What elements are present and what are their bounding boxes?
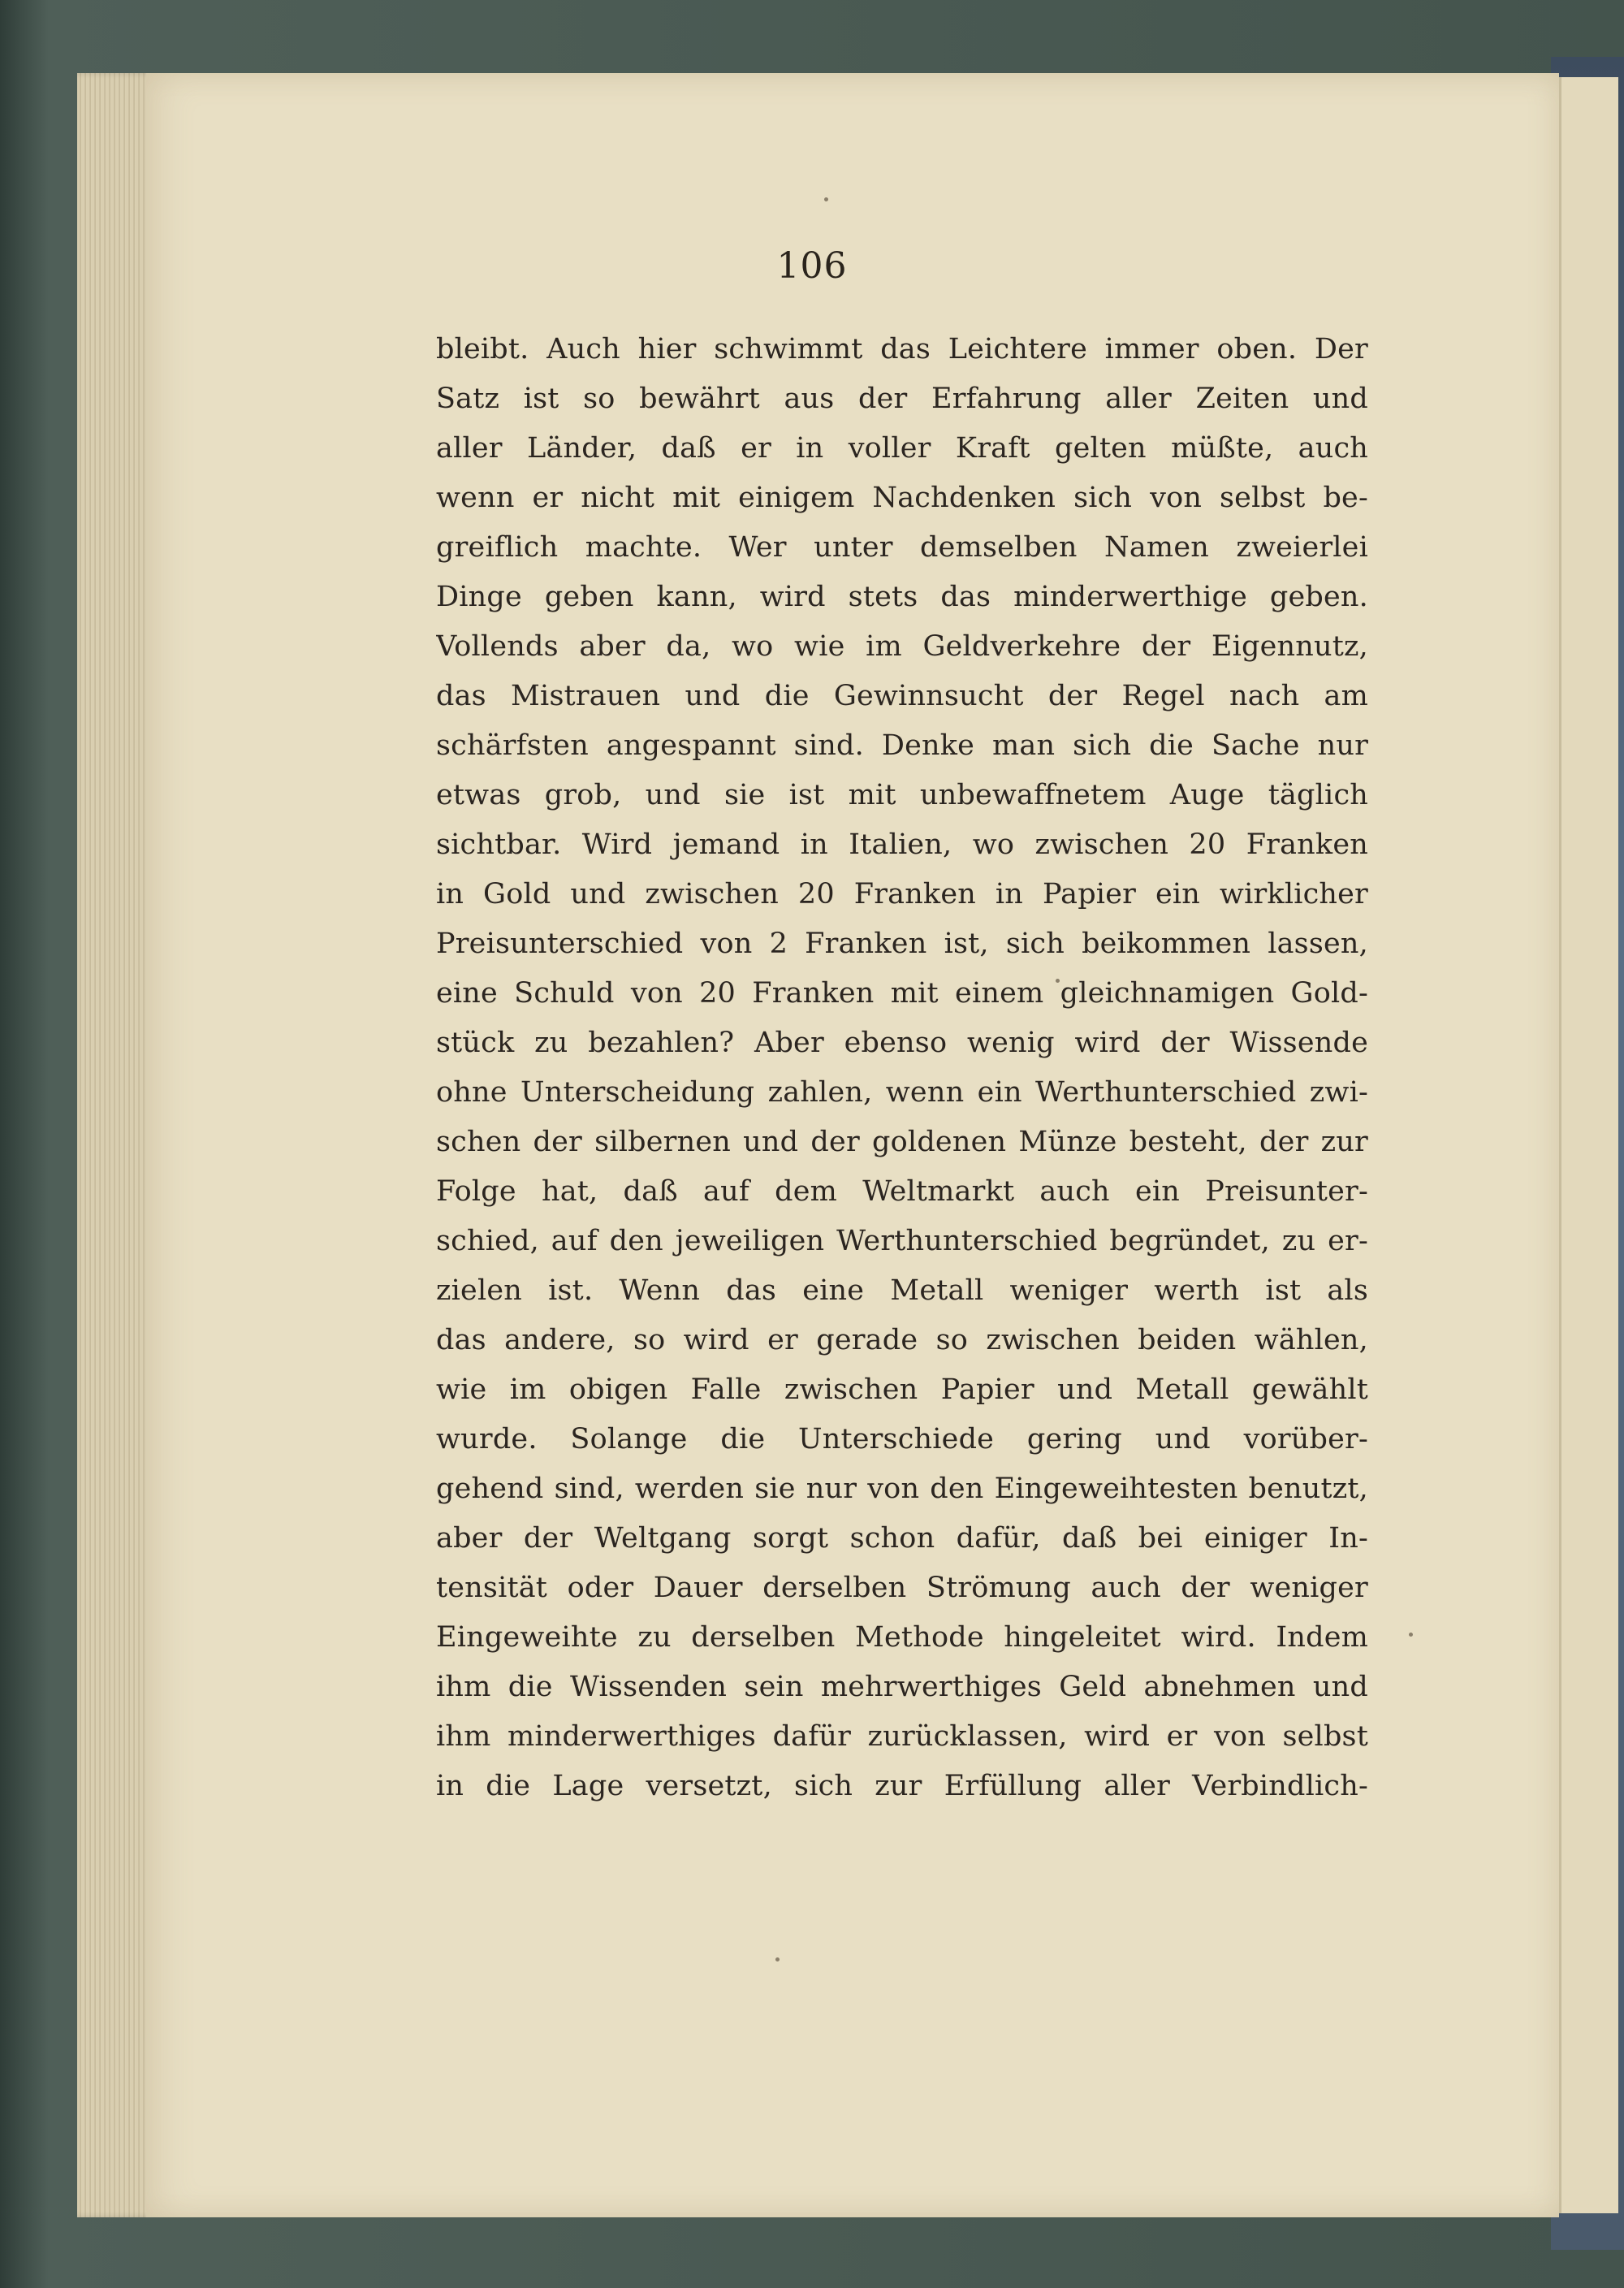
text-line: schärfsten angespannt sind. Denke man sich die Sache nur	[436, 729, 1368, 762]
text-line: bleibt. Auch hier schwimmt das Leichtere immer oben. Der	[436, 333, 1368, 365]
text-line: Dinge geben kann, wird stets das minderwerthige geben.	[436, 581, 1368, 613]
page-number: 106	[776, 245, 848, 287]
text-line: wenn er nicht mit einigem Nachdenken sich von selbst be-	[436, 482, 1368, 514]
text-line: Satz ist so bewährt aus der Erfahrung aller Zeiten und	[436, 383, 1368, 415]
text-line: ihm minderwerthiges dafür zurücklassen, wird er von selbst	[436, 1720, 1368, 1753]
text-line: ihm die Wissenden sein mehrwerthiges Geld abnehmen und	[436, 1671, 1368, 1703]
text-line: stück zu bezahlen? Aber ebenso wenig wird der Wissende	[436, 1027, 1368, 1059]
text-line: wie im obigen Falle zwischen Papier und Metall gewählt	[436, 1373, 1368, 1406]
text-line: in die Lage versetzt, sich zur Erfüllung aller Verbindlich-	[436, 1770, 1368, 1802]
paper-speck	[824, 197, 828, 201]
text-line: tensität oder Dauer derselben Strömung auch der weniger	[436, 1572, 1368, 1604]
text-line: greiflich machte. Wer unter demselben Namen zweierlei	[436, 531, 1368, 564]
text-line: in Gold und zwischen 20 Franken in Papier ein wirklicher	[436, 878, 1368, 910]
text-line: etwas grob, und sie ist mit unbewaffnetem Auge täglich	[436, 779, 1368, 811]
text-line: Vollends aber da, wo wie im Geldverkehre der Eigennutz,	[436, 630, 1368, 663]
text-line: aber der Weltgang sorgt schon dafür, daß bei einiger In-	[436, 1522, 1368, 1555]
text-line: aller Länder, daß er in voller Kraft gelten müßte, auch	[436, 432, 1368, 465]
text-line: zielen ist. Wenn das eine Metall weniger werth ist als	[436, 1274, 1368, 1307]
text-line: gehend sind, werden sie nur von den Eingeweihtesten benutzt,	[436, 1473, 1368, 1505]
text-line: ohne Unterscheidung zahlen, wenn ein Werthunterschied zwi-	[436, 1076, 1368, 1109]
paper-speck	[1409, 1633, 1413, 1637]
facing-page-edge	[1559, 77, 1618, 2213]
text-line: das Mistrauen und die Gewinnsucht der Regel nach am	[436, 680, 1368, 712]
text-line: eine Schuld von 20 Franken mit einem gleichnamigen Gold-	[436, 977, 1368, 1010]
body-text	[436, 325, 1368, 1811]
text-line: Folge hat, daß auf dem Weltmarkt auch ein Preisunter-	[436, 1175, 1368, 1208]
text-line: wurde. Solange die Unterschiede gering und vorüber-	[436, 1423, 1368, 1455]
text-line: Eingeweihte zu derselben Methode hingeleitet wird. Indem	[436, 1621, 1368, 1654]
text-line: Preisunterschied von 2 Franken ist, sich beikommen lassen,	[436, 928, 1368, 960]
text-line: schen der silbernen und der goldenen Münze besteht, der zur	[436, 1126, 1368, 1158]
text-line: schied, auf den jeweiligen Werthunterschied begründet, zu er-	[436, 1225, 1368, 1257]
page-stack-edge	[77, 73, 154, 2217]
text-line: das andere, so wird er gerade so zwischen beiden wählen,	[436, 1324, 1368, 1356]
text-line: sichtbar. Wird jemand in Italien, wo zwischen 20 Franken	[436, 828, 1368, 861]
paper-speck	[775, 1957, 780, 1961]
